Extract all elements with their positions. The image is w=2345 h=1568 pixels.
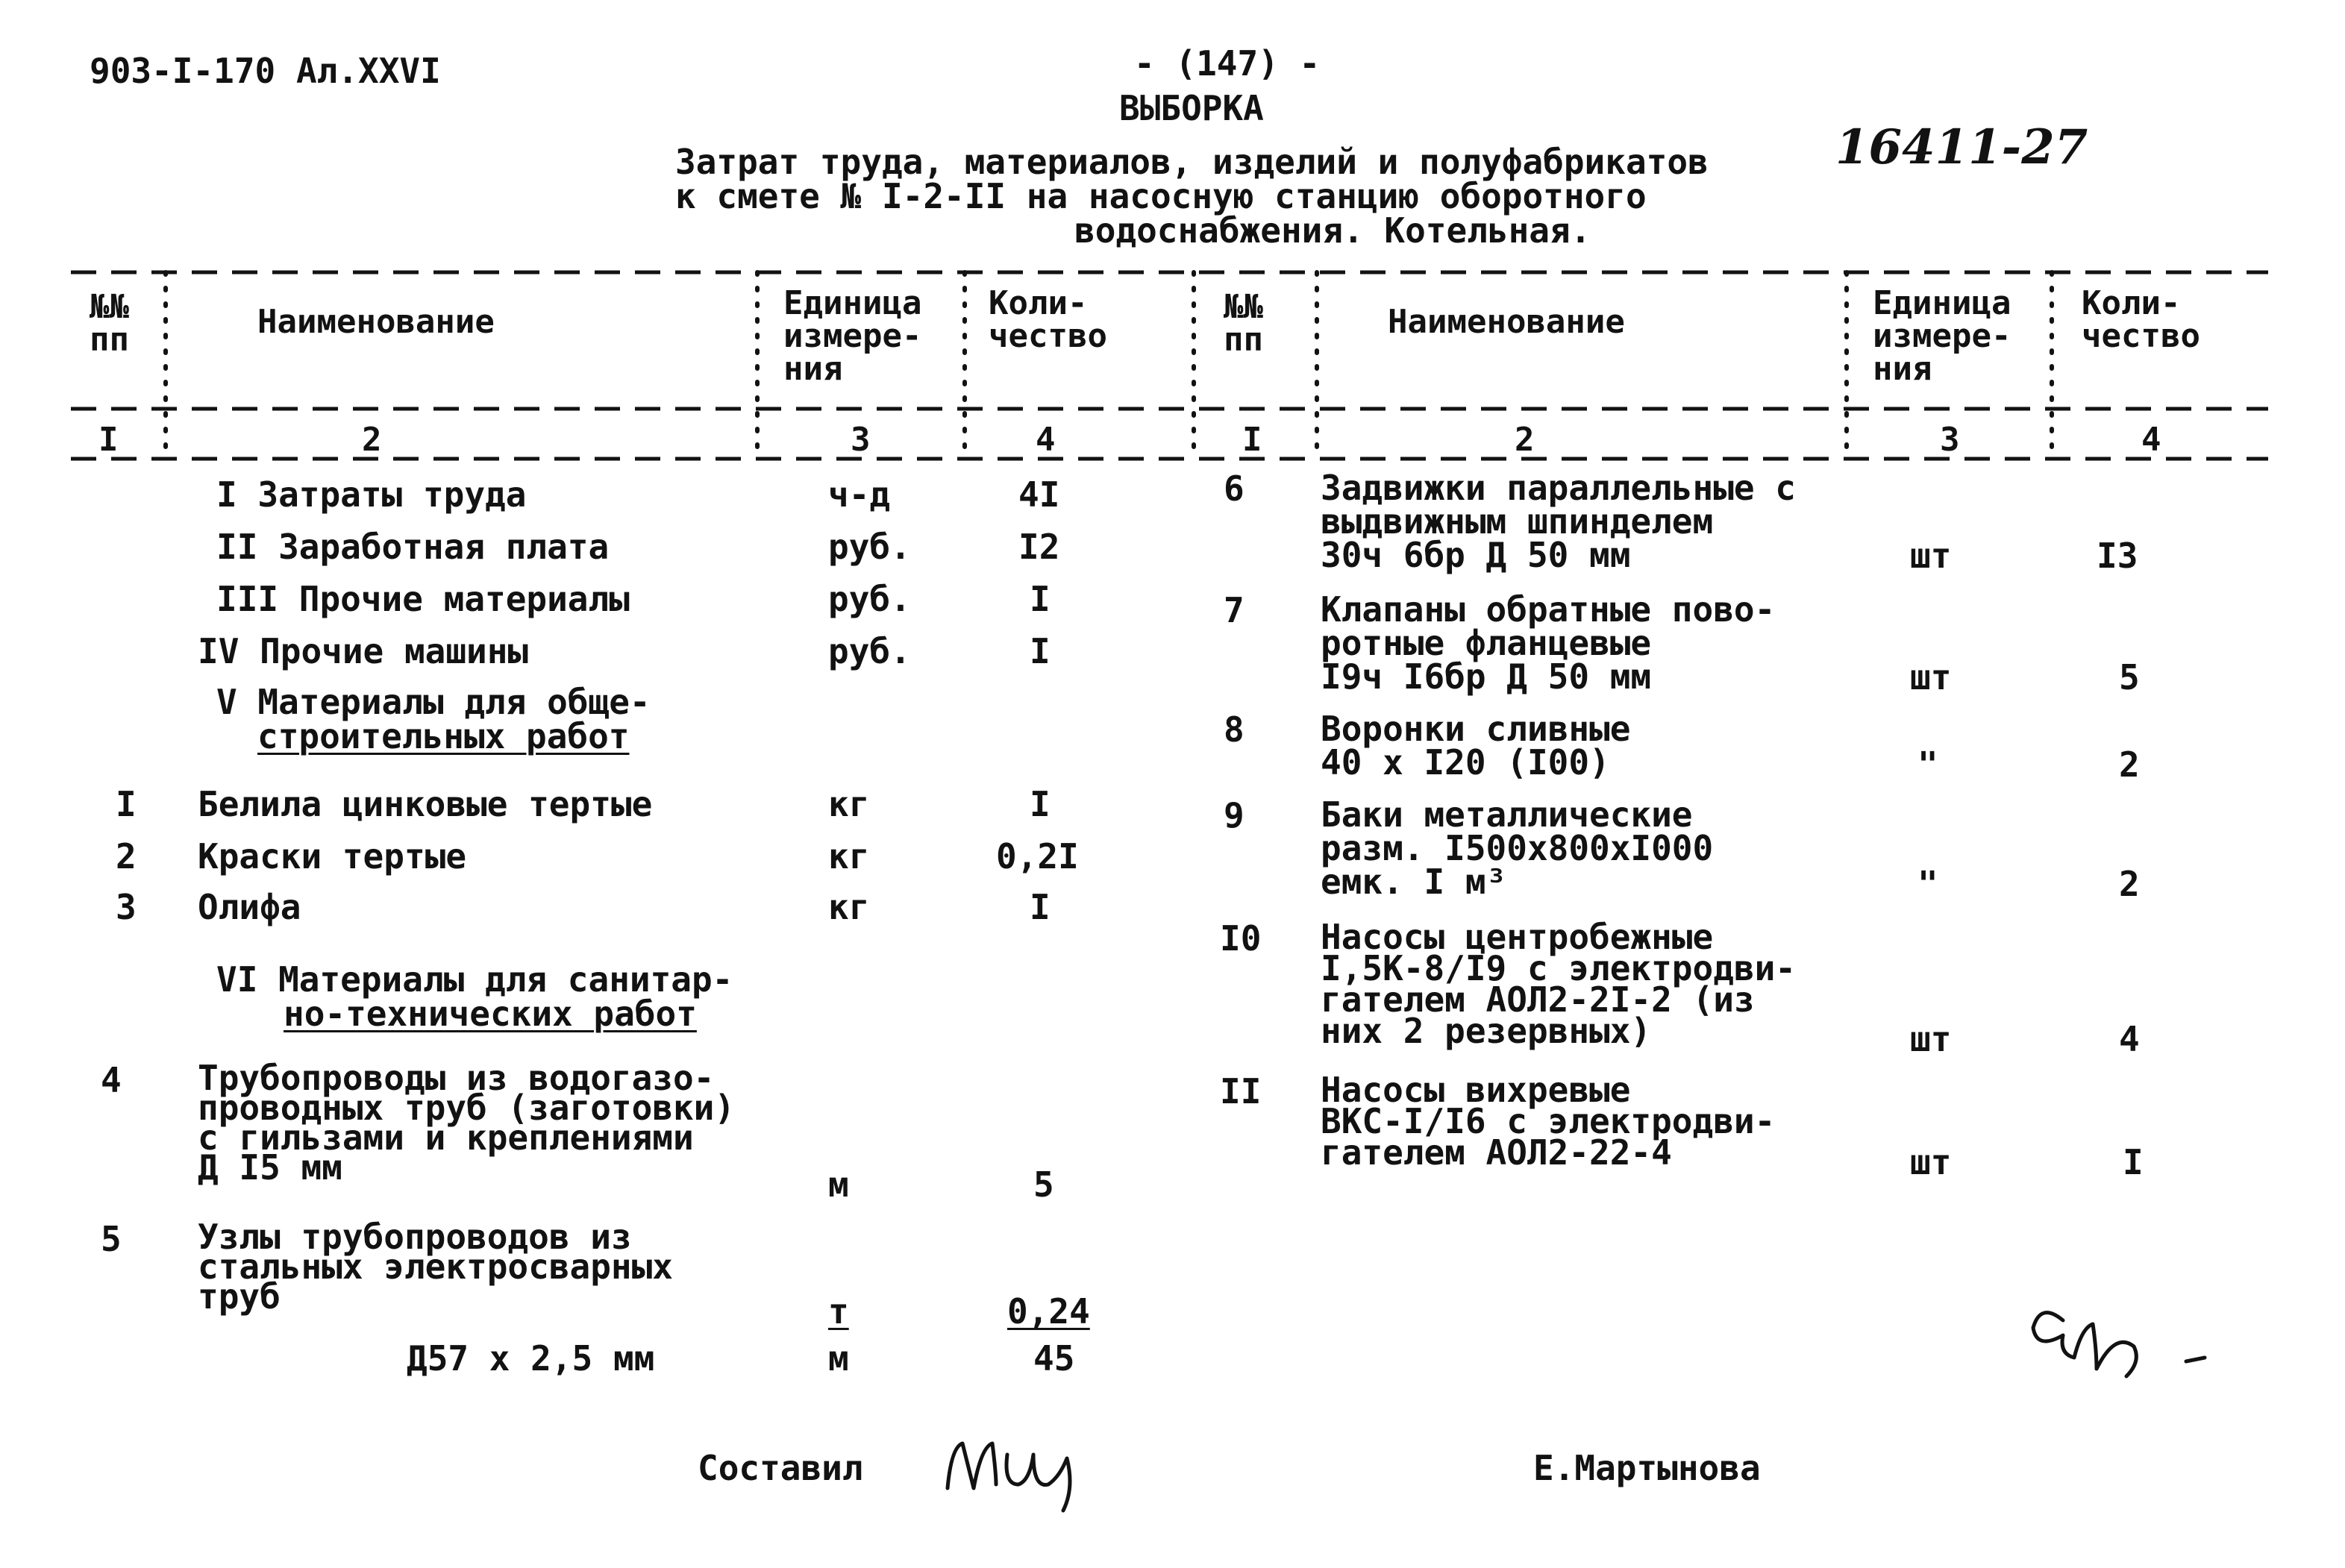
left-row-nodes-name: Узлы трубопроводов из стальных электросварных труб bbox=[198, 1217, 673, 1317]
left-row-pipes-qty: 5 bbox=[1033, 1164, 1054, 1205]
left-row-pipes-unit: м bbox=[828, 1164, 849, 1205]
subtitle-line-1: Затрат труда, материалов, изделий и полуфабрикатов bbox=[675, 142, 1709, 182]
left-row-i-name: Белила цинковые тертые bbox=[198, 784, 653, 824]
compiler-signature bbox=[948, 1443, 1070, 1511]
left-row-size-qty: 45 bbox=[1033, 1338, 1075, 1379]
right-row-10-num: I0 bbox=[1220, 918, 1262, 959]
right-row-10-name: Насосы центробежные I,5К-8/I9 с электродви- гателем АОЛ2-2I-2 (из них 2 резервных) bbox=[1321, 917, 1796, 1051]
col-number-3: 3 bbox=[851, 421, 871, 459]
compiler-name: Е.Мартынова bbox=[1533, 1448, 1761, 1488]
left-row-nodes-qty: 0,24 bbox=[1007, 1291, 1090, 1332]
left-row-pipes-name: Трубопроводы из водогазо- проводных труб (заготовки) с гильзами и креплениями Д I5 мм bbox=[198, 1058, 736, 1188]
left-row-5-num: 5 bbox=[101, 1219, 122, 1259]
left-row-nodes-unit: т bbox=[828, 1291, 849, 1332]
right-row-7-qty: 5 bbox=[2119, 657, 2140, 697]
left-row-olifa-name: Олифа bbox=[198, 887, 301, 927]
col-header-name: Наименование bbox=[257, 303, 495, 341]
col-header-unit: Единица измере- ния bbox=[783, 284, 922, 388]
right-row-7-num: 7 bbox=[1224, 590, 1244, 630]
left-row-3-num: 3 bbox=[116, 887, 137, 927]
left-row-3-name: III Прочие материалы bbox=[216, 579, 630, 619]
right-row-11-name: Насосы вихревые ВКС-I/I6 с электродви- гателем АОЛ2-22-4 bbox=[1321, 1070, 1776, 1173]
col-number-2-right: 2 bbox=[1515, 421, 1535, 459]
col-header-num: №№ пп bbox=[90, 288, 129, 359]
left-row-olifa-qty: I bbox=[1030, 887, 1051, 927]
left-row-1-unit: ч-д bbox=[828, 474, 891, 515]
col-header-num-right: №№ пп bbox=[1224, 288, 1263, 359]
left-row-1-qty: 4I bbox=[1018, 474, 1060, 515]
right-row-6-unit: шт bbox=[1910, 536, 1952, 576]
col-number-4: 4 bbox=[1036, 421, 1056, 459]
right-row-11-unit: шт bbox=[1910, 1142, 1952, 1182]
left-row-2-qty: I2 bbox=[1018, 527, 1060, 567]
left-row-2-num: 2 bbox=[116, 836, 137, 876]
col-header-name-right: Наименование bbox=[1388, 303, 1625, 341]
left-row-3-unit: руб. bbox=[828, 579, 911, 619]
col-number-1-right: I bbox=[1242, 421, 1262, 459]
left-row-2-name: II Заработная плата bbox=[216, 527, 610, 567]
right-row-6-name: Задвижки параллельные с выдвижным шпинделем 30ч 6бр Д 50 мм bbox=[1321, 468, 1796, 575]
left-row-size-unit: м bbox=[828, 1338, 849, 1379]
page-number: - (147) - bbox=[1134, 43, 1321, 84]
left-section-vi-title: VI Материалы для санитар- bbox=[216, 959, 733, 1000]
right-row-7-name: Клапаны обратные пово- ротные фланцевые I9ч I6бр Д 50 мм bbox=[1321, 589, 1776, 697]
col-header-qty: Коли- чество bbox=[989, 284, 1107, 355]
right-row-11-qty: I bbox=[2123, 1142, 2144, 1182]
left-row-olifa-unit: кг bbox=[828, 887, 870, 927]
left-row-4-name: IV Прочие машины bbox=[198, 631, 529, 671]
left-row-paint-qty: 0,2I bbox=[996, 836, 1079, 876]
right-row-8-unit: " bbox=[1917, 744, 1938, 785]
left-row-i-unit: кг bbox=[828, 784, 870, 824]
col-header-qty-right: Коли- чество bbox=[2082, 284, 2200, 355]
col-number-4-right: 4 bbox=[2141, 421, 2161, 459]
right-row-7-unit: шт bbox=[1910, 657, 1952, 697]
right-row-9-name: Баки металлические разм. I500х800хI000 емк. I м³ bbox=[1321, 794, 1714, 902]
left-section-v-title: V Материалы для обще- bbox=[216, 682, 651, 722]
left-row-3-qty: I bbox=[1030, 579, 1051, 619]
right-row-8-num: 8 bbox=[1224, 709, 1244, 750]
right-row-11-num: II bbox=[1220, 1071, 1262, 1111]
col-number-2: 2 bbox=[362, 421, 382, 459]
left-row-size-name: Д57 х 2,5 мм bbox=[407, 1338, 655, 1379]
doc-ref: 903-I-170 Ал.XXVI bbox=[90, 51, 441, 91]
left-row-4-qty: I bbox=[1030, 631, 1051, 671]
right-row-9-unit: " bbox=[1917, 864, 1938, 904]
right-row-9-num: 9 bbox=[1224, 795, 1244, 835]
left-section-v-subtitle: строительных работ bbox=[257, 716, 630, 756]
compiled-label: Составил bbox=[698, 1448, 863, 1488]
right-row-9-qty: 2 bbox=[2119, 864, 2140, 904]
right-row-8-qty: 2 bbox=[2119, 744, 2140, 785]
initials-mark bbox=[2033, 1313, 2205, 1376]
document-title: ВЫБОРКА bbox=[1119, 88, 1264, 128]
right-row-8-name: Воронки сливные 40 х I20 (I00) bbox=[1321, 709, 1631, 783]
subtitle-line-2: к смете № I-2-II на насосную станцию оборотного bbox=[675, 176, 1647, 216]
right-row-10-qty: 4 bbox=[2119, 1019, 2140, 1059]
left-row-2-unit: руб. bbox=[828, 527, 911, 567]
right-row-6-num: 6 bbox=[1224, 468, 1244, 509]
subtitle-line-3: водоснабжения. Котельная. bbox=[1074, 210, 1591, 251]
left-row-1-name: I Затраты труда bbox=[216, 474, 527, 515]
left-row-paint-unit: кг bbox=[828, 836, 870, 876]
left-row-i-qty: I bbox=[1030, 784, 1051, 824]
right-row-6-qty: I3 bbox=[2097, 536, 2138, 576]
col-number-1: I bbox=[98, 421, 119, 459]
left-row-4-unit: руб. bbox=[828, 631, 911, 671]
stamp-number: 16411-27 bbox=[1835, 119, 2088, 175]
right-row-10-unit: шт bbox=[1910, 1019, 1952, 1059]
left-section-vi-subtitle: но-технических работ bbox=[284, 994, 697, 1034]
col-header-unit-right: Единица измере- ния bbox=[1873, 284, 2011, 388]
left-row-i-num: I bbox=[116, 784, 137, 824]
col-number-3-right: 3 bbox=[1940, 421, 1960, 459]
left-row-paint-name: Краски тертые bbox=[198, 836, 467, 876]
left-row-4-num: 4 bbox=[101, 1060, 122, 1100]
